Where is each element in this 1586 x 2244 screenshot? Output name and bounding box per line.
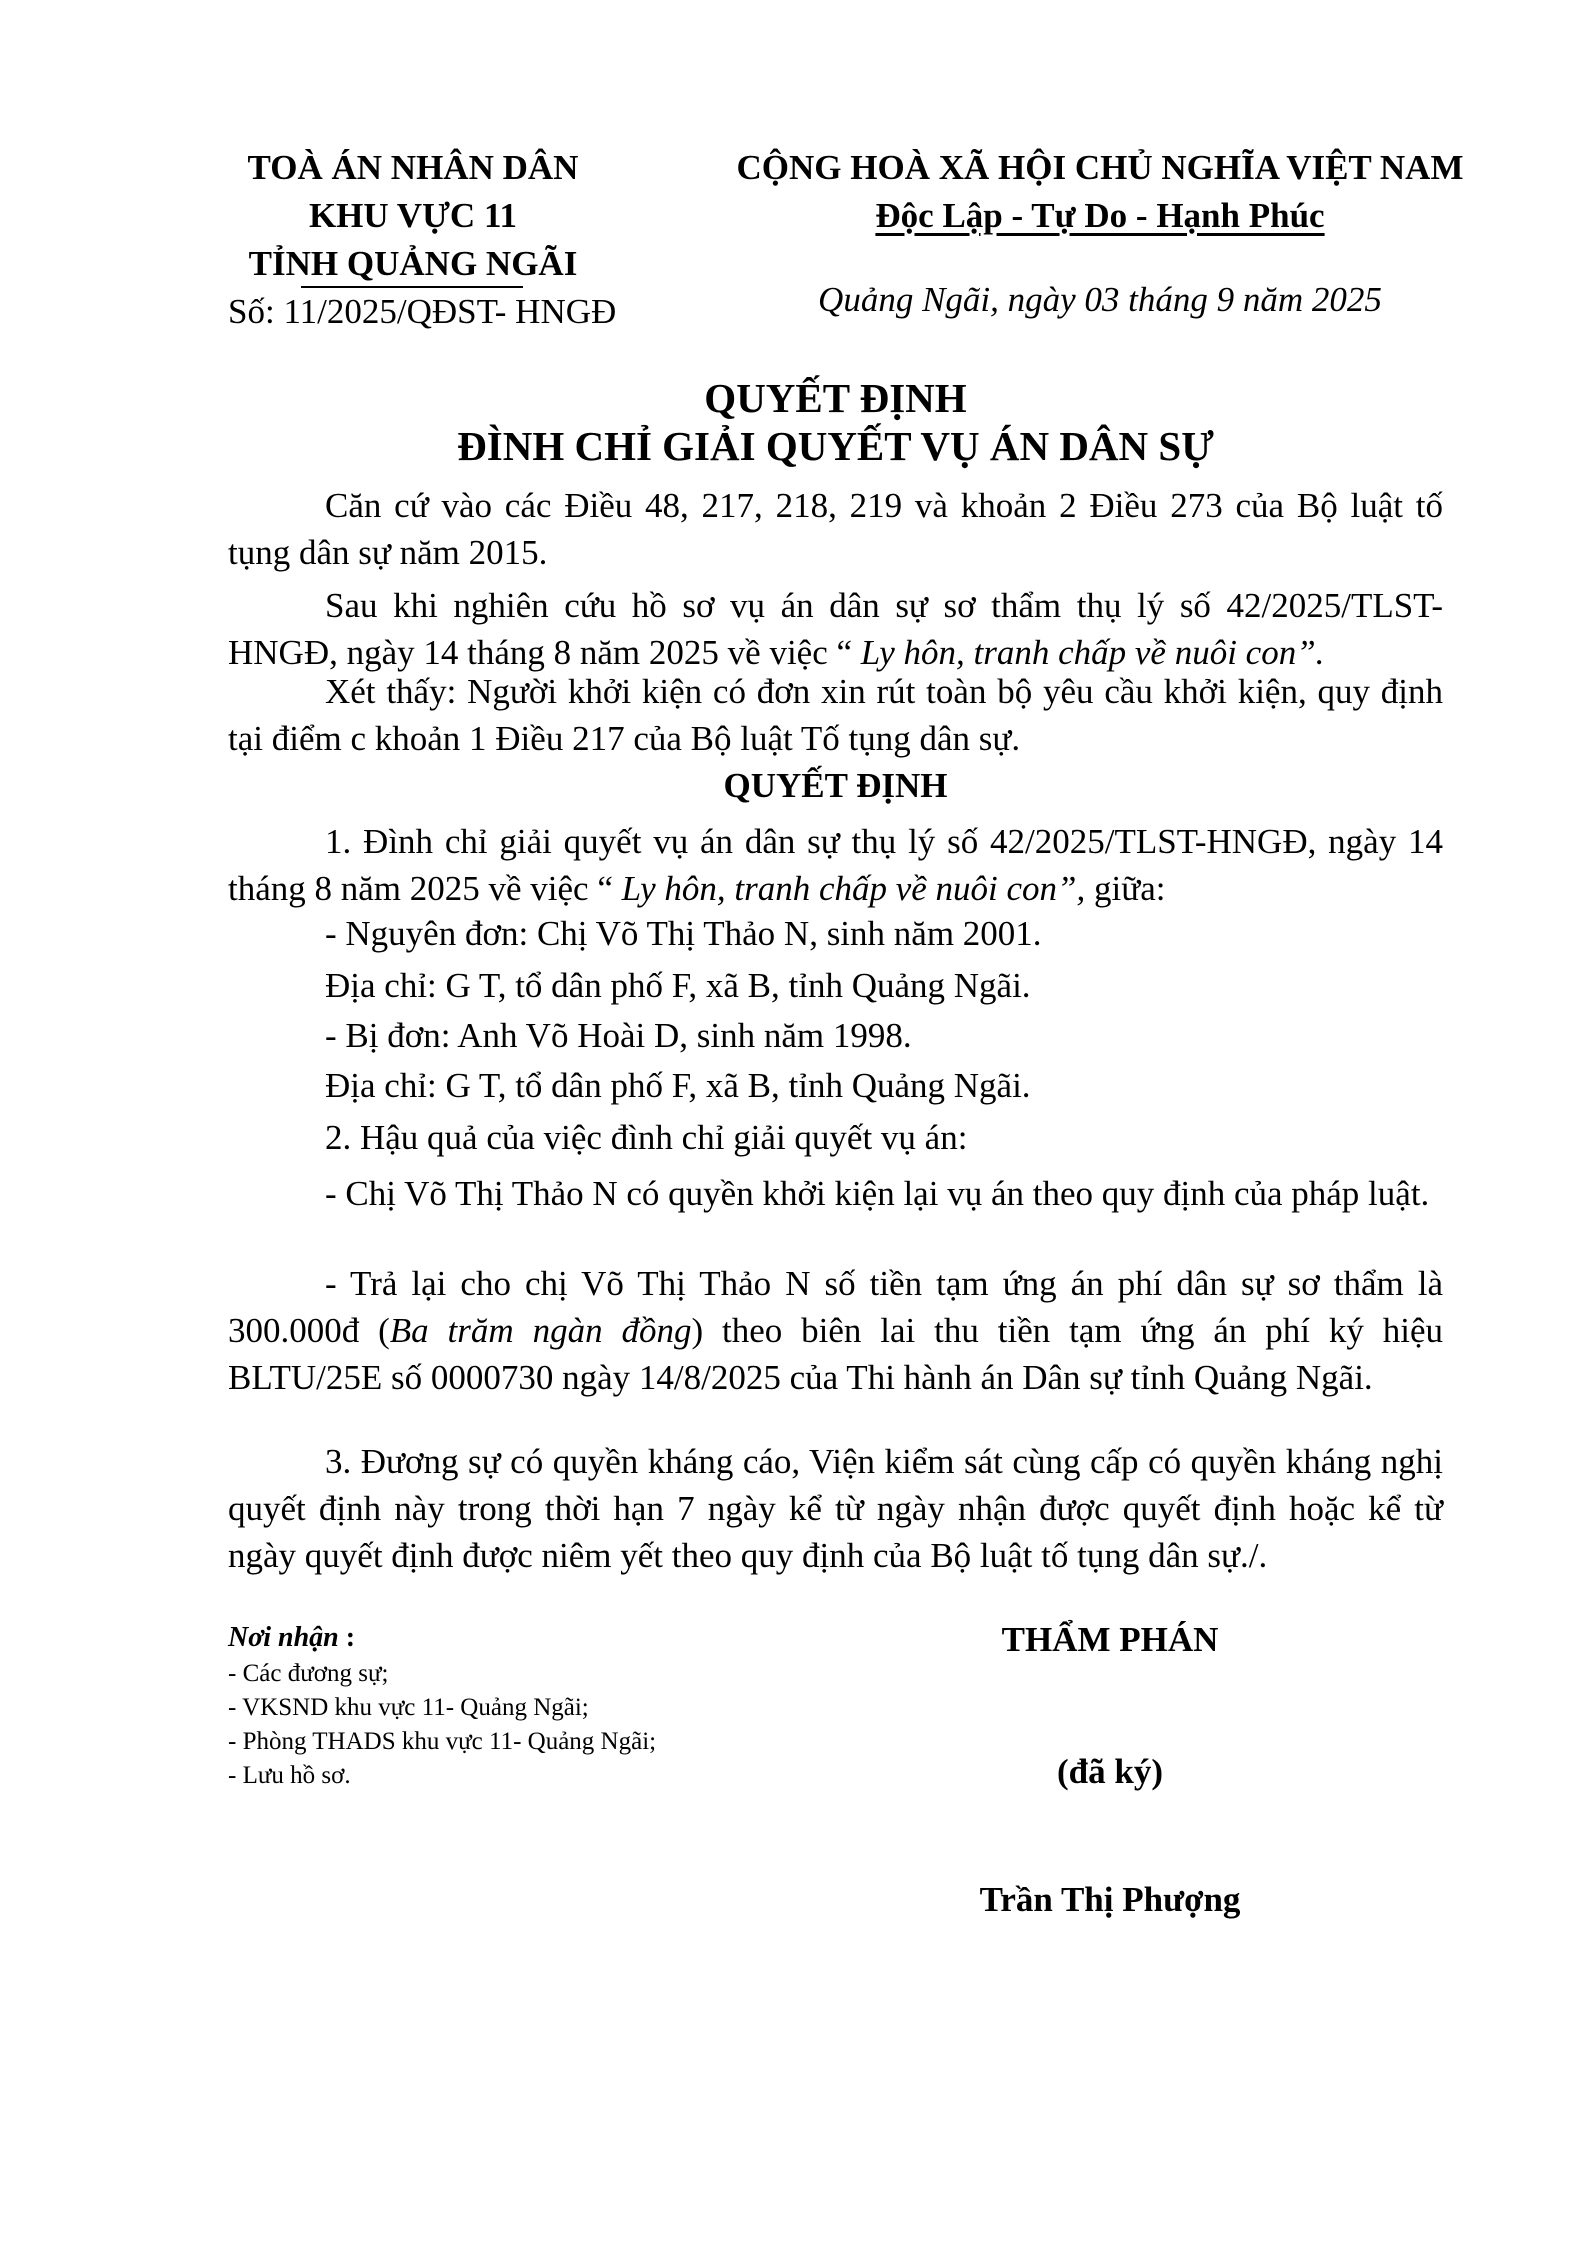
signer-name: Trần Thị Phượng <box>979 1880 1241 1919</box>
findings-paragraph: Xét thấy: Người khởi kiện có đơn xin rút toàn bộ yêu cầu khởi kiện, quy định tại điểm c khoản 1 Điều 217 của Bộ luật Tố tụng dân sự. <box>228 672 1443 758</box>
defendant-address: Địa chỉ: G T, tổ dân phố F, xã B, tỉnh Quảng Ngãi. <box>325 1066 1031 1105</box>
decision-item-2-b <box>228 1260 1443 1401</box>
plaintiff-address: Địa chỉ: G T, tổ dân phố F, xã B, tỉnh Quảng Ngãi. <box>325 966 1031 1005</box>
recipient-item: - Các đương sự; <box>228 1660 389 1687</box>
decision-case-subject: Ly hôn, tranh chấp về nuôi con”, <box>612 869 1086 908</box>
court-name-line3: TỈNH QUẢNG NGÃI <box>248 244 578 283</box>
recipient-item: - VKSND khu vực 11- Quảng Ngãi; <box>228 1694 589 1721</box>
case-review-text: Sau khi nghiên cứu hồ sơ vụ án dân sự sơ thẩm thụ lý số 42/2025/TLST-HNGĐ, ngày 14 tháng 8 năm 2025 về việc “ <box>228 586 1443 672</box>
document-number: Số: 11/2025/QĐST- HNGĐ <box>228 292 617 331</box>
decision-item-2: 2. Hậu quả của việc đình chỉ giải quyết vụ án: <box>325 1118 968 1157</box>
document-subtitle: ĐÌNH CHỈ GIẢI QUYẾT VỤ ÁN DÂN SỰ <box>457 423 1214 469</box>
refund-amount-words: Ba trăm ngàn đồng <box>389 1311 692 1350</box>
court-name-line1: TOÀ ÁN NHÂN DÂN <box>247 148 579 187</box>
decision-heading: QUYẾT ĐỊNH <box>723 766 948 805</box>
recipient-item: - Phòng THADS khu vực 11- Quảng Ngãi; <box>228 1728 657 1755</box>
decision-item-1-end: giữa: <box>1085 869 1166 908</box>
document-title: QUYẾT ĐỊNH <box>704 375 967 421</box>
recipient-item: - Lưu hồ sơ. <box>228 1762 351 1789</box>
nation-title: CỘNG HOÀ XÃ HỘI CHỦ NGHĨA VIỆT NAM <box>736 148 1464 187</box>
court-name-line2: KHU VỰC 11 <box>308 196 518 235</box>
recipients-label-text: Nơi nhận <box>228 1622 339 1653</box>
recipients-label-colon: : <box>338 1622 356 1653</box>
national-motto: Độc Lập - Tự Do - Hạnh Phúc <box>875 196 1325 235</box>
case-subject: Ly hôn, tranh chấp về nuôi con”. <box>852 633 1325 672</box>
signature-status: (đã ký) <box>1057 1752 1163 1791</box>
decision-item-2-a: - Chị Võ Thị Thảo N có quyền khởi kiện lại vụ án theo quy định của pháp luật. <box>325 1174 1430 1213</box>
decision-item-3: 3. Đương sự có quyền kháng cáo, Viện kiểm sát cùng cấp có quyền kháng nghị quyết định này trong thời hạn 7 ngày kể từ ngày nhận được quyết định hoặc kể từ ngày quyết định được niêm yết theo quy định của Bộ luật tố tụng dân sự./. <box>228 1442 1443 1575</box>
decision-item-1 <box>228 818 1443 912</box>
recipients-label <box>228 1622 355 1654</box>
signer-role: THẨM PHÁN <box>1001 1620 1219 1659</box>
plaintiff-line: - Nguyên đơn: Chị Võ Thị Thảo N, sinh năm 2001. <box>325 914 1042 953</box>
refund-text: - Trả lại cho chị Võ Thị Thảo N số tiền tạm ứng án phí dân sự sơ thẩm là 300.000đ ( <box>228 1264 1443 1350</box>
legal-basis-paragraph: Căn cứ vào các Điều 48, 217, 218, 219 và khoản 2 Điều 273 của Bộ luật tố tụng dân sự năm 2015. <box>228 486 1443 572</box>
decision-item-1-text: 1. Đình chỉ giải quyết vụ án dân sự thụ lý số 42/2025/TLST-HNGĐ, ngày 14 tháng 8 năm 2025 về việc “ <box>228 822 1443 908</box>
defendant-line: - Bị đơn: Anh Võ Hoài D, sinh năm 1998. <box>325 1016 912 1055</box>
place-and-date: Quảng Ngãi, ngày 03 tháng 9 năm 2025 <box>818 280 1382 319</box>
court-underline <box>301 286 523 288</box>
case-review-paragraph <box>228 582 1443 676</box>
refund-text-end: ) theo biên lai thu tiền tạm ứng án phí ký hiệu BLTU/25E số 0000730 ngày 14/8/2025 của Thi hành án Dân sự tỉnh Quảng Ngãi. <box>228 1311 1444 1397</box>
